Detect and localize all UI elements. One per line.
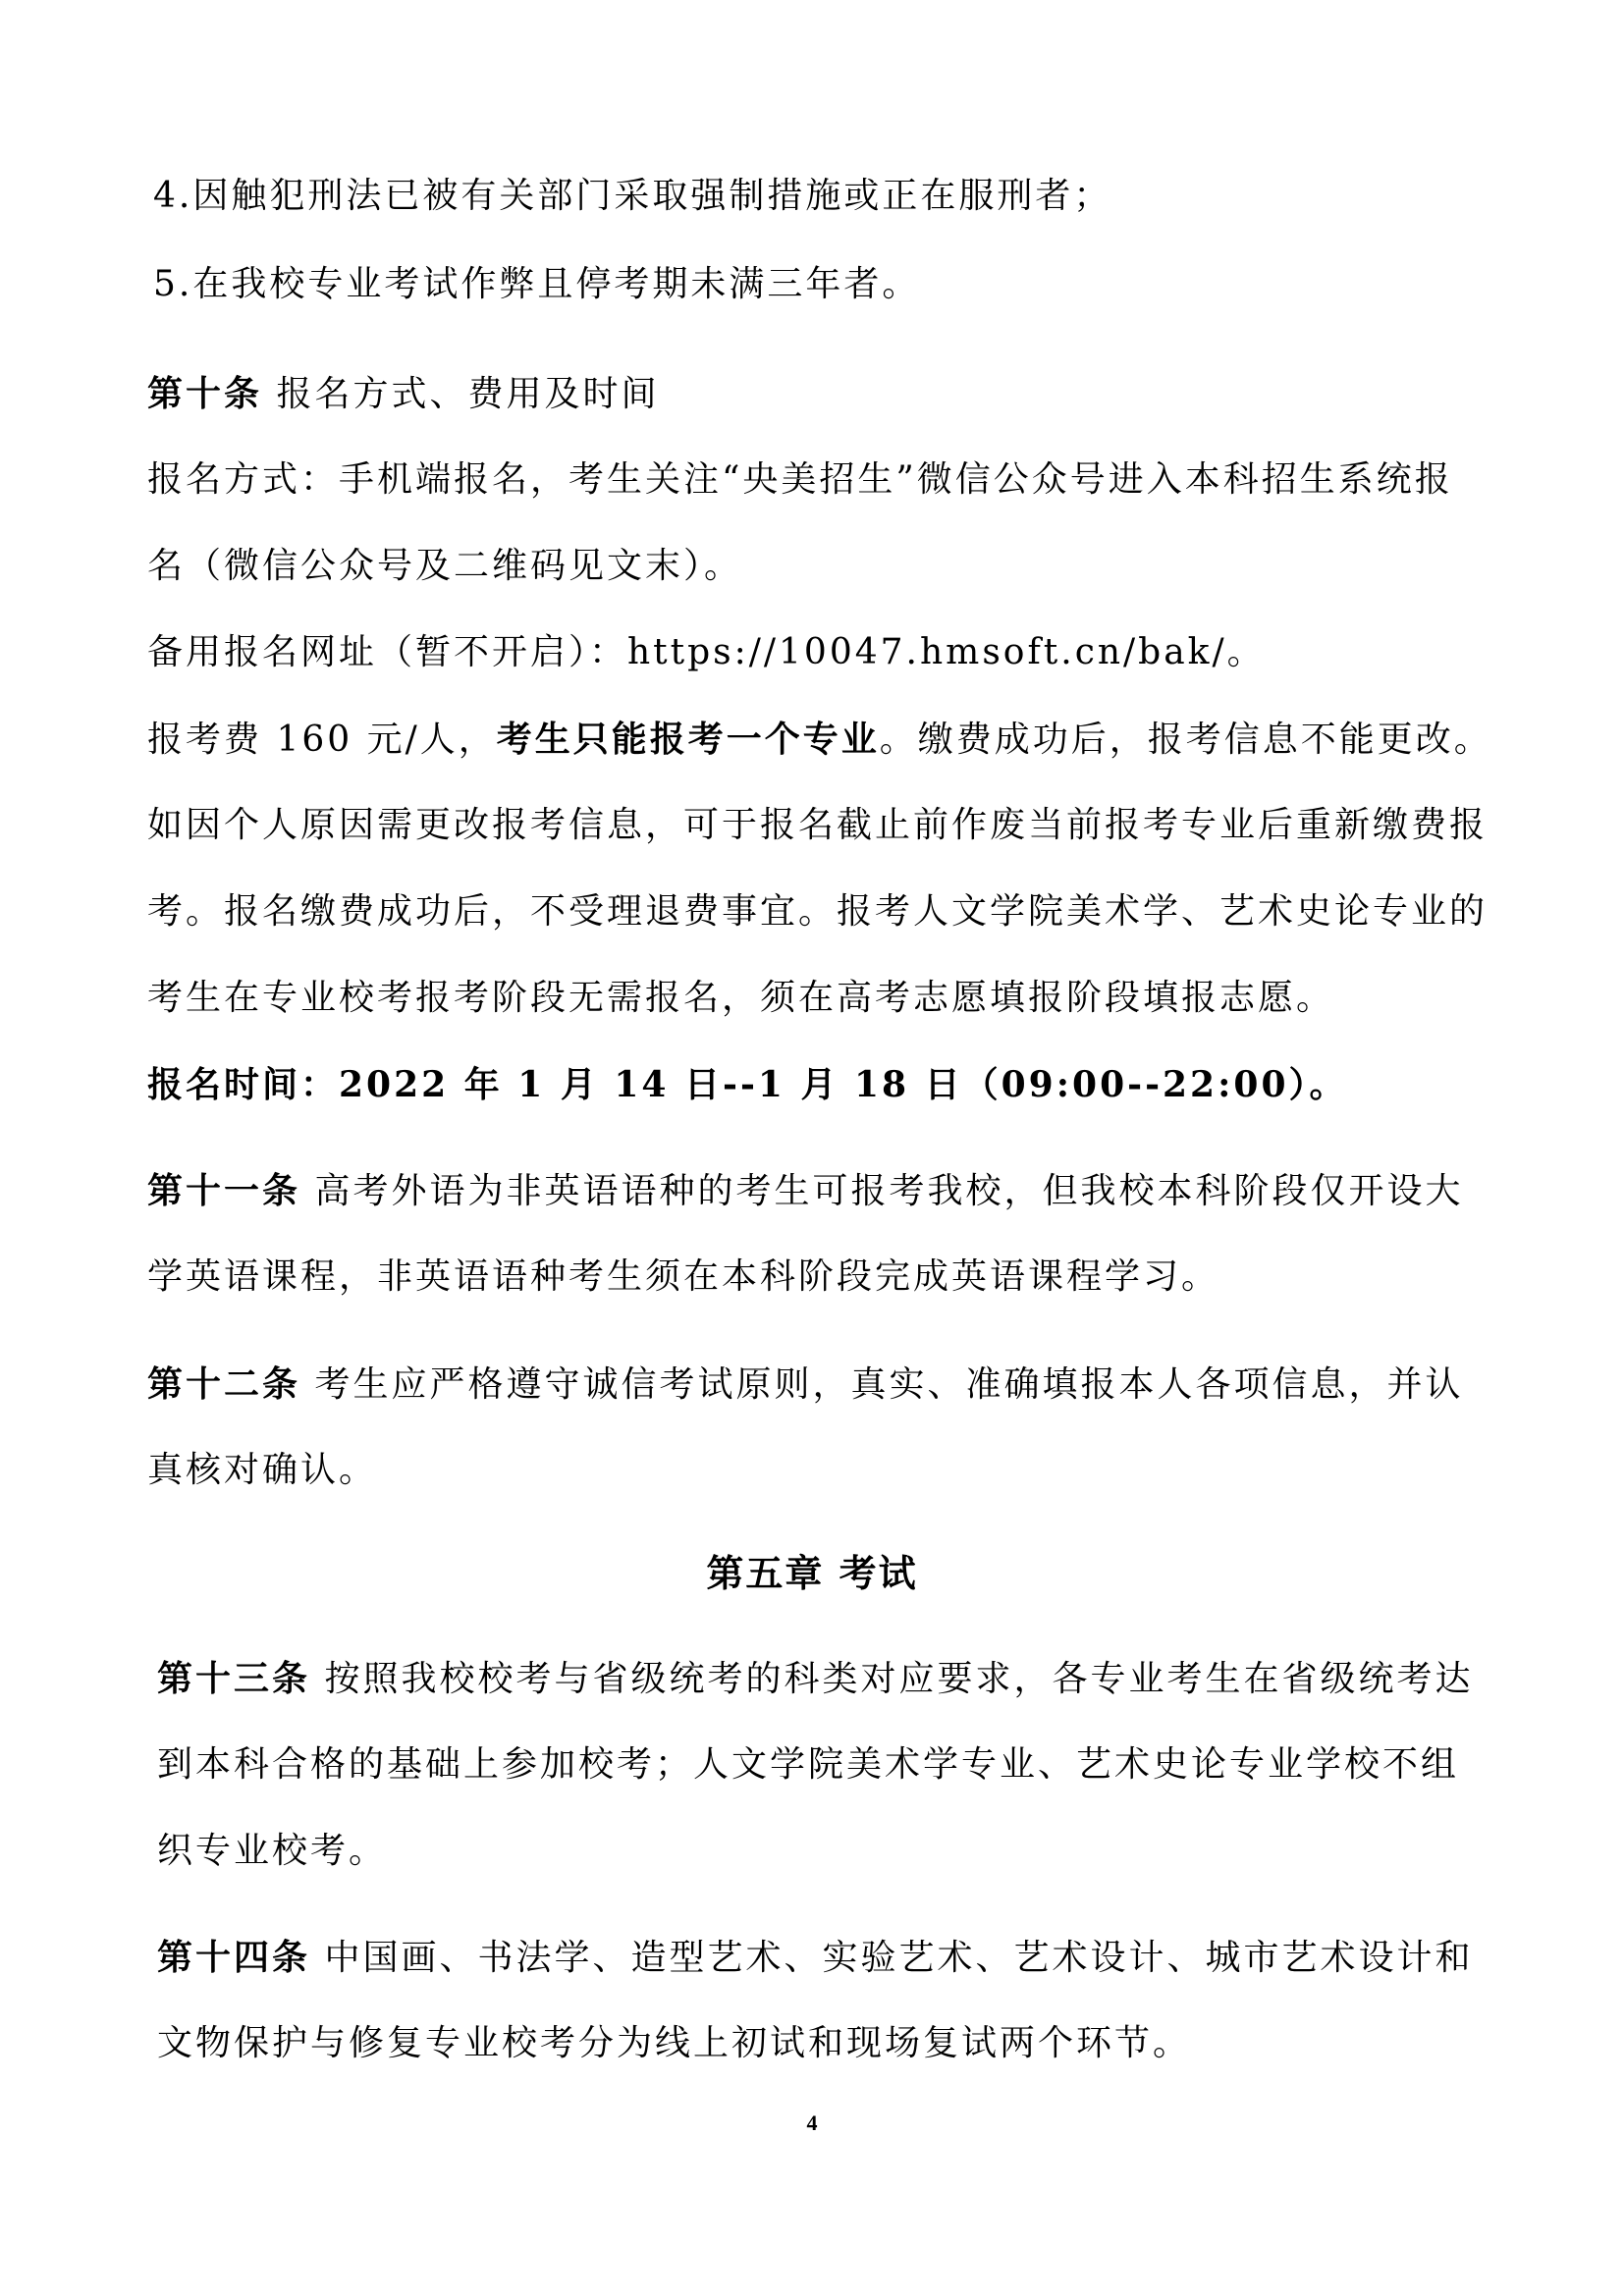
article-10-heading: 第十条 xyxy=(147,373,263,414)
article-13-heading: 第十三条 xyxy=(157,1658,311,1699)
article-10-change-line-2: 考。报名缴费成功后，不受理退费事宜。报考人文学院美术学、艺术史论专业的 xyxy=(147,891,1489,932)
article-10-time: 报名时间：2022 年 1 月 14 日--1 月 18 日（09:00--22:00）。 xyxy=(147,1064,1348,1105)
article-14-line-1 xyxy=(157,1934,1473,1982)
article-10-title-text: 报名方式、费用及时间 xyxy=(262,374,660,414)
article-10-method-line-2: 名（微信公众号及二维码见文末）。 xyxy=(147,546,743,586)
article-10-change-line-1: 如因个人原因需更改报考信息，可于报名截止前作废当前报考专业后重新缴费报 xyxy=(147,805,1489,845)
article-14-text: 中国画、书法学、造型艺术、实验艺术、艺术设计、城市艺术设计和 xyxy=(310,1938,1474,1978)
article-13-line-3: 织专业校考。 xyxy=(157,1831,388,1871)
article-10-backup-url: 备用报名网址（暂不开启）：https://10047.hmsoft.cn/bak/。 xyxy=(147,632,1266,672)
article-11-line-1 xyxy=(147,1167,1463,1215)
article-13-text: 按照我校校考与省级统考的科类对应要求，各专业考生在省级统考达 xyxy=(310,1659,1474,1699)
page-number: 4 xyxy=(806,2110,818,2135)
article-13-line-2: 到本科合格的基础上参加校考；人文学院美术学专业、艺术史论专业学校不组 xyxy=(157,1744,1460,1785)
list-item-4: 4.因触犯刑法已被有关部门采取强制措施或正在服刑者； xyxy=(153,176,1112,216)
article-10-change-line-3: 考生在专业校考报考阶段无需报名，须在高考志愿填报阶段填报志愿。 xyxy=(147,978,1335,1018)
article-11-heading: 第十一条 xyxy=(147,1170,301,1211)
article-14-heading: 第十四条 xyxy=(157,1937,311,1978)
list-item-5: 5.在我校专业考试作弊且停考期未满三年者。 xyxy=(153,264,921,304)
article-10-title xyxy=(147,370,659,418)
fee-text: 报考费 160 元/人， xyxy=(147,720,497,760)
article-12-line-1 xyxy=(147,1361,1463,1409)
article-13-line-1 xyxy=(157,1655,1473,1703)
fee-post-text: 。缴费成功后，报考信息不能更改。 xyxy=(879,720,1492,760)
article-10-fee xyxy=(147,716,1492,764)
article-12-text: 考生应严格遵守诚信考试原则，真实、准确填报本人各项信息，并认 xyxy=(300,1364,1464,1405)
article-12-line-2: 真核对确认。 xyxy=(147,1450,378,1490)
article-12-heading: 第十二条 xyxy=(147,1363,301,1405)
article-10-method-line-1: 报名方式：手机端报名，考生关注“央美招生”微信公众号进入本科招生系统报 xyxy=(147,459,1453,500)
chapter-title: 第五章 考试 xyxy=(706,1552,918,1595)
fee-bold-text: 考生只能报考一个专业 xyxy=(496,719,880,760)
article-11-text: 高考外语为非英语语种的考生可报考我校，但我校本科阶段仅开设大 xyxy=(300,1171,1464,1211)
article-14-line-2: 文物保护与修复专业校考分为线上初试和现场复试两个环节。 xyxy=(157,2023,1192,2063)
article-11-line-2: 学英语课程，非英语语种考生须在本科阶段完成英语课程学习。 xyxy=(147,1256,1220,1297)
